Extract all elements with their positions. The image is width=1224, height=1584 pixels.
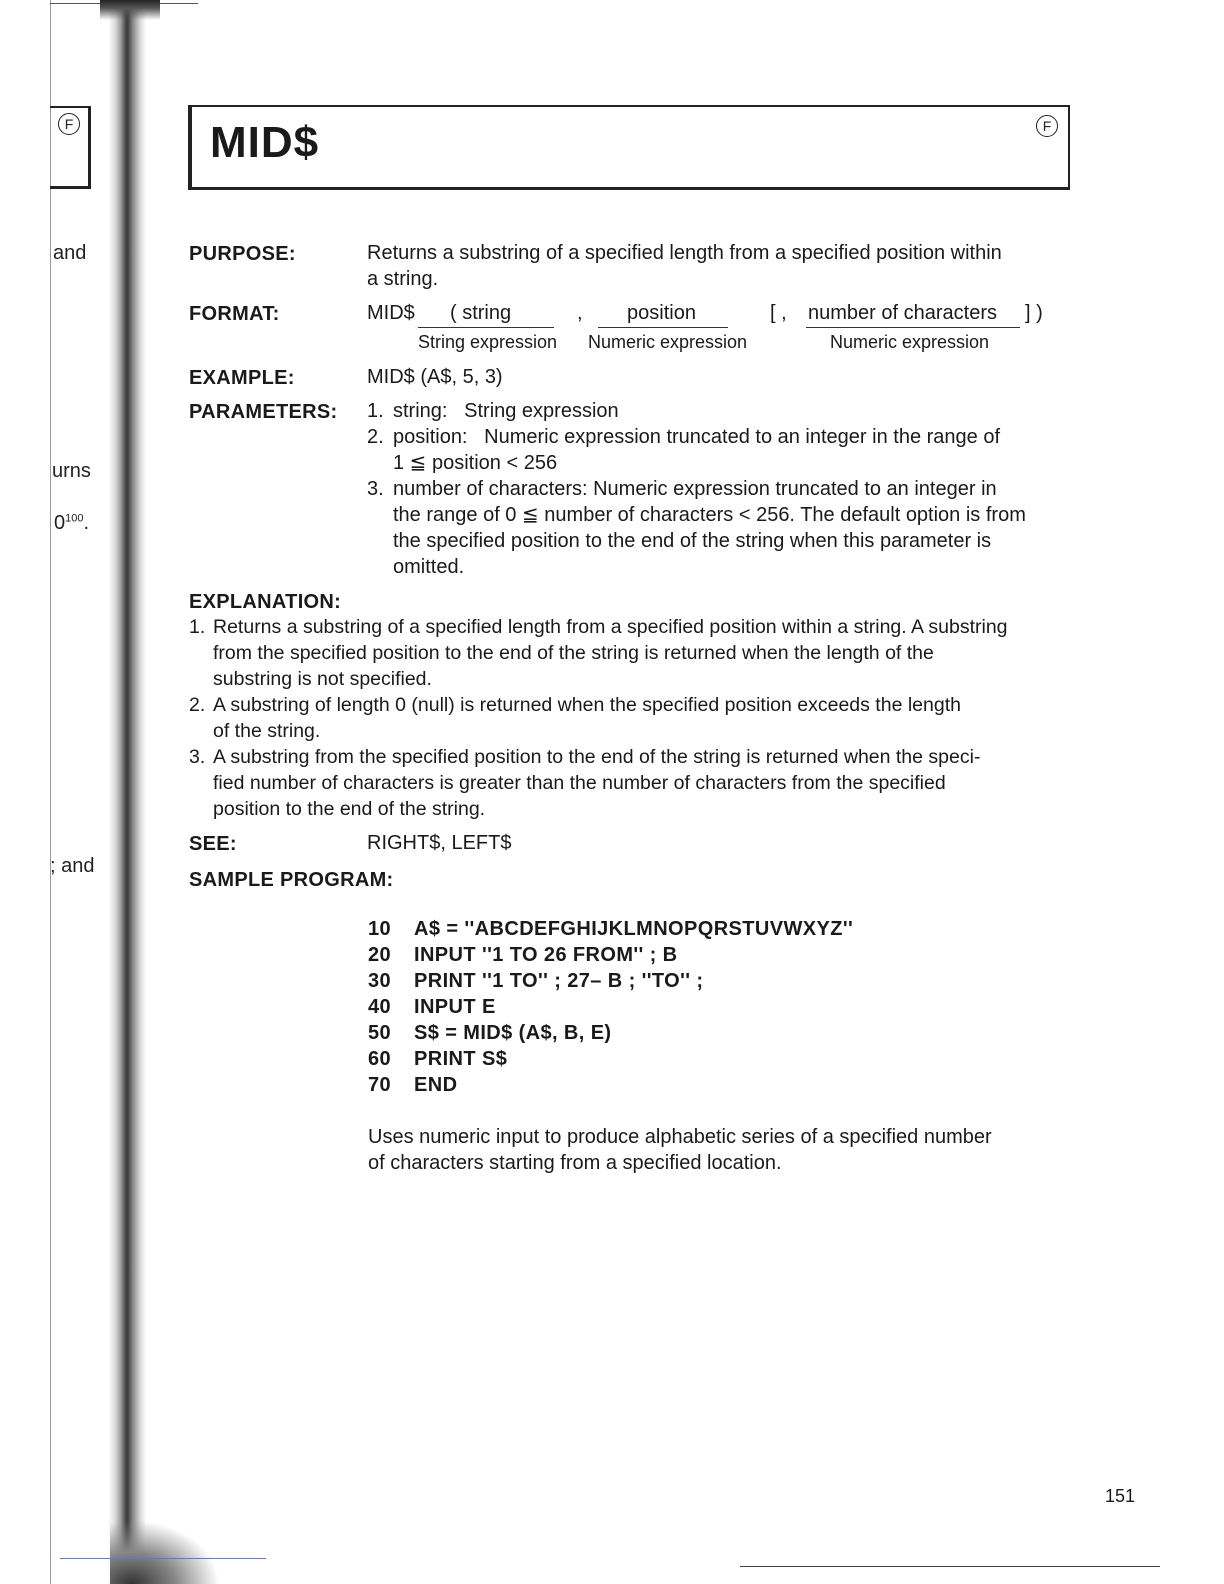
page-title: MID$ [210,118,320,167]
explanation-line: substring is not specified. [213,668,432,690]
scan-edge-line [60,1558,266,1559]
purpose-label: PURPOSE: [189,243,296,265]
margin-fragment: $0^{100}$. [54,512,90,534]
explanation-label: EXPLANATION: [189,591,342,613]
code-line [368,1020,853,1046]
explanation-line: A substring of length 0 (null) is returned when the specified position exceeds the length [213,694,961,716]
format-bracket-close: ] ) [1025,302,1043,324]
code-statement: PRINT ''1 TO'' ; 27– B ; ''TO'' ; [414,970,704,992]
explanation-number: 3. [189,746,206,768]
parameter-number: 3. [367,478,384,500]
format-bracket-open: [ , [770,302,787,324]
parameter-item [367,398,1067,424]
parameter-line: position: Numeric expression truncated to an integer in the range of [393,426,1001,448]
margin-fragment: urns [52,460,91,482]
see-label: SEE: [189,833,237,855]
format-keyword: MID$ [367,302,415,324]
format-underline [418,327,554,328]
parameter-line: the specified position to the end of the string when this parameter is [393,530,992,552]
parameter-item [367,476,1067,580]
format-sub-label: String expression [418,332,558,352]
parameter-item [367,424,1067,476]
code-statement: INPUT ''1 TO 26 FROM'' ; B [414,944,678,966]
example-label: EXAMPLE: [189,367,295,389]
parameter-number: 1. [367,400,384,422]
format-arg-string: ( string [450,302,512,324]
code-statement: INPUT E [414,996,496,1018]
page-edge-line [50,0,51,1584]
explanation-number: 2. [189,694,206,716]
function-mark: F [1036,115,1058,137]
code-listing [368,916,853,1098]
line-number: 30 [368,970,392,992]
explanation-item [189,692,1069,744]
code-statement: S$ = MID$ (A$, B, E) [414,1022,612,1044]
sample-program-label: SAMPLE PROGRAM: [189,869,394,891]
description-line: Uses numeric input to produce alphabetic series of a specified number [368,1126,992,1148]
sample-program-description [368,1124,1068,1176]
format-arg-number-of-characters: number of characters [808,302,997,324]
margin-fragment: ; and [50,855,95,877]
line-number: 70 [368,1074,392,1096]
parameter-line: the range of 0 ≦ number of characters < 256. The default option is from [393,504,1026,526]
line-number: 50 [368,1022,392,1044]
format-label: FORMAT: [189,303,280,325]
purpose-line: Returns a substring of a specified length from a specified position within [367,242,1002,264]
code-line [368,1072,853,1098]
line-number: 20 [368,944,392,966]
see-text: RIGHT$, LEFT$ [367,832,512,854]
purpose-line: a string. [367,268,439,290]
example-text: MID$ (A$, 5, 3) [367,366,503,388]
line-number: 10 [368,918,392,940]
explanation-line: position to the end of the string. [213,798,486,820]
code-line [368,942,853,968]
format-sub-label: Numeric expression [830,332,990,352]
title-box [188,105,1070,190]
description-line: of characters starting from a specified location. [368,1152,782,1174]
book-spine-top-shadow [100,0,160,20]
explanation-line: of the string. [213,720,321,742]
explanation-line: Returns a substring of a specified length from a specified position within a string. A substring [213,616,1008,638]
parameter-number: 2. [367,426,384,448]
parameter-line: omitted. [393,556,465,578]
book-spine-shadow [108,0,146,1584]
code-statement: PRINT S$ [414,1048,508,1070]
line-number: 40 [368,996,392,1018]
format-underline [806,327,1020,328]
code-line [368,994,853,1020]
explanation-item [189,744,1069,822]
parameter-line: 1 ≦ position < 256 [393,452,558,474]
explanation-line: from the specified position to the end of the string is returned when the length of the [213,642,934,664]
parameters-label: PARAMETERS: [189,401,338,423]
purpose-text [367,240,1067,292]
explanation-item [189,614,1069,692]
previous-page-function-mark: F [58,113,80,135]
book-spine-foot-shadow [110,1520,220,1584]
parameter-line: number of characters: Numeric expression truncated to an integer in [393,478,997,500]
format-underline [598,327,728,328]
format-sub-label: Numeric expression [588,332,748,352]
code-line [368,968,853,994]
page-bottom-edge-line [740,1566,1160,1567]
format-comma: , [577,302,583,324]
code-line [368,1046,853,1072]
parameter-line: string: String expression [393,400,619,422]
page-number: 151 [1105,1486,1136,1506]
margin-fragment: and [53,242,87,264]
code-statement: A$ = ''ABCDEFGHIJKLMNOPQRSTUVWXYZ'' [414,918,854,940]
format-arg-position: position [627,302,696,324]
explanation-number: 1. [189,616,206,638]
line-number: 60 [368,1048,392,1070]
code-statement: END [414,1074,458,1096]
explanation-line: fied number of characters is greater than the number of characters from the specified [213,772,946,794]
explanation-line: A substring from the specified position to the end of the string is returned when the speci- [213,746,981,768]
code-line [368,916,853,942]
